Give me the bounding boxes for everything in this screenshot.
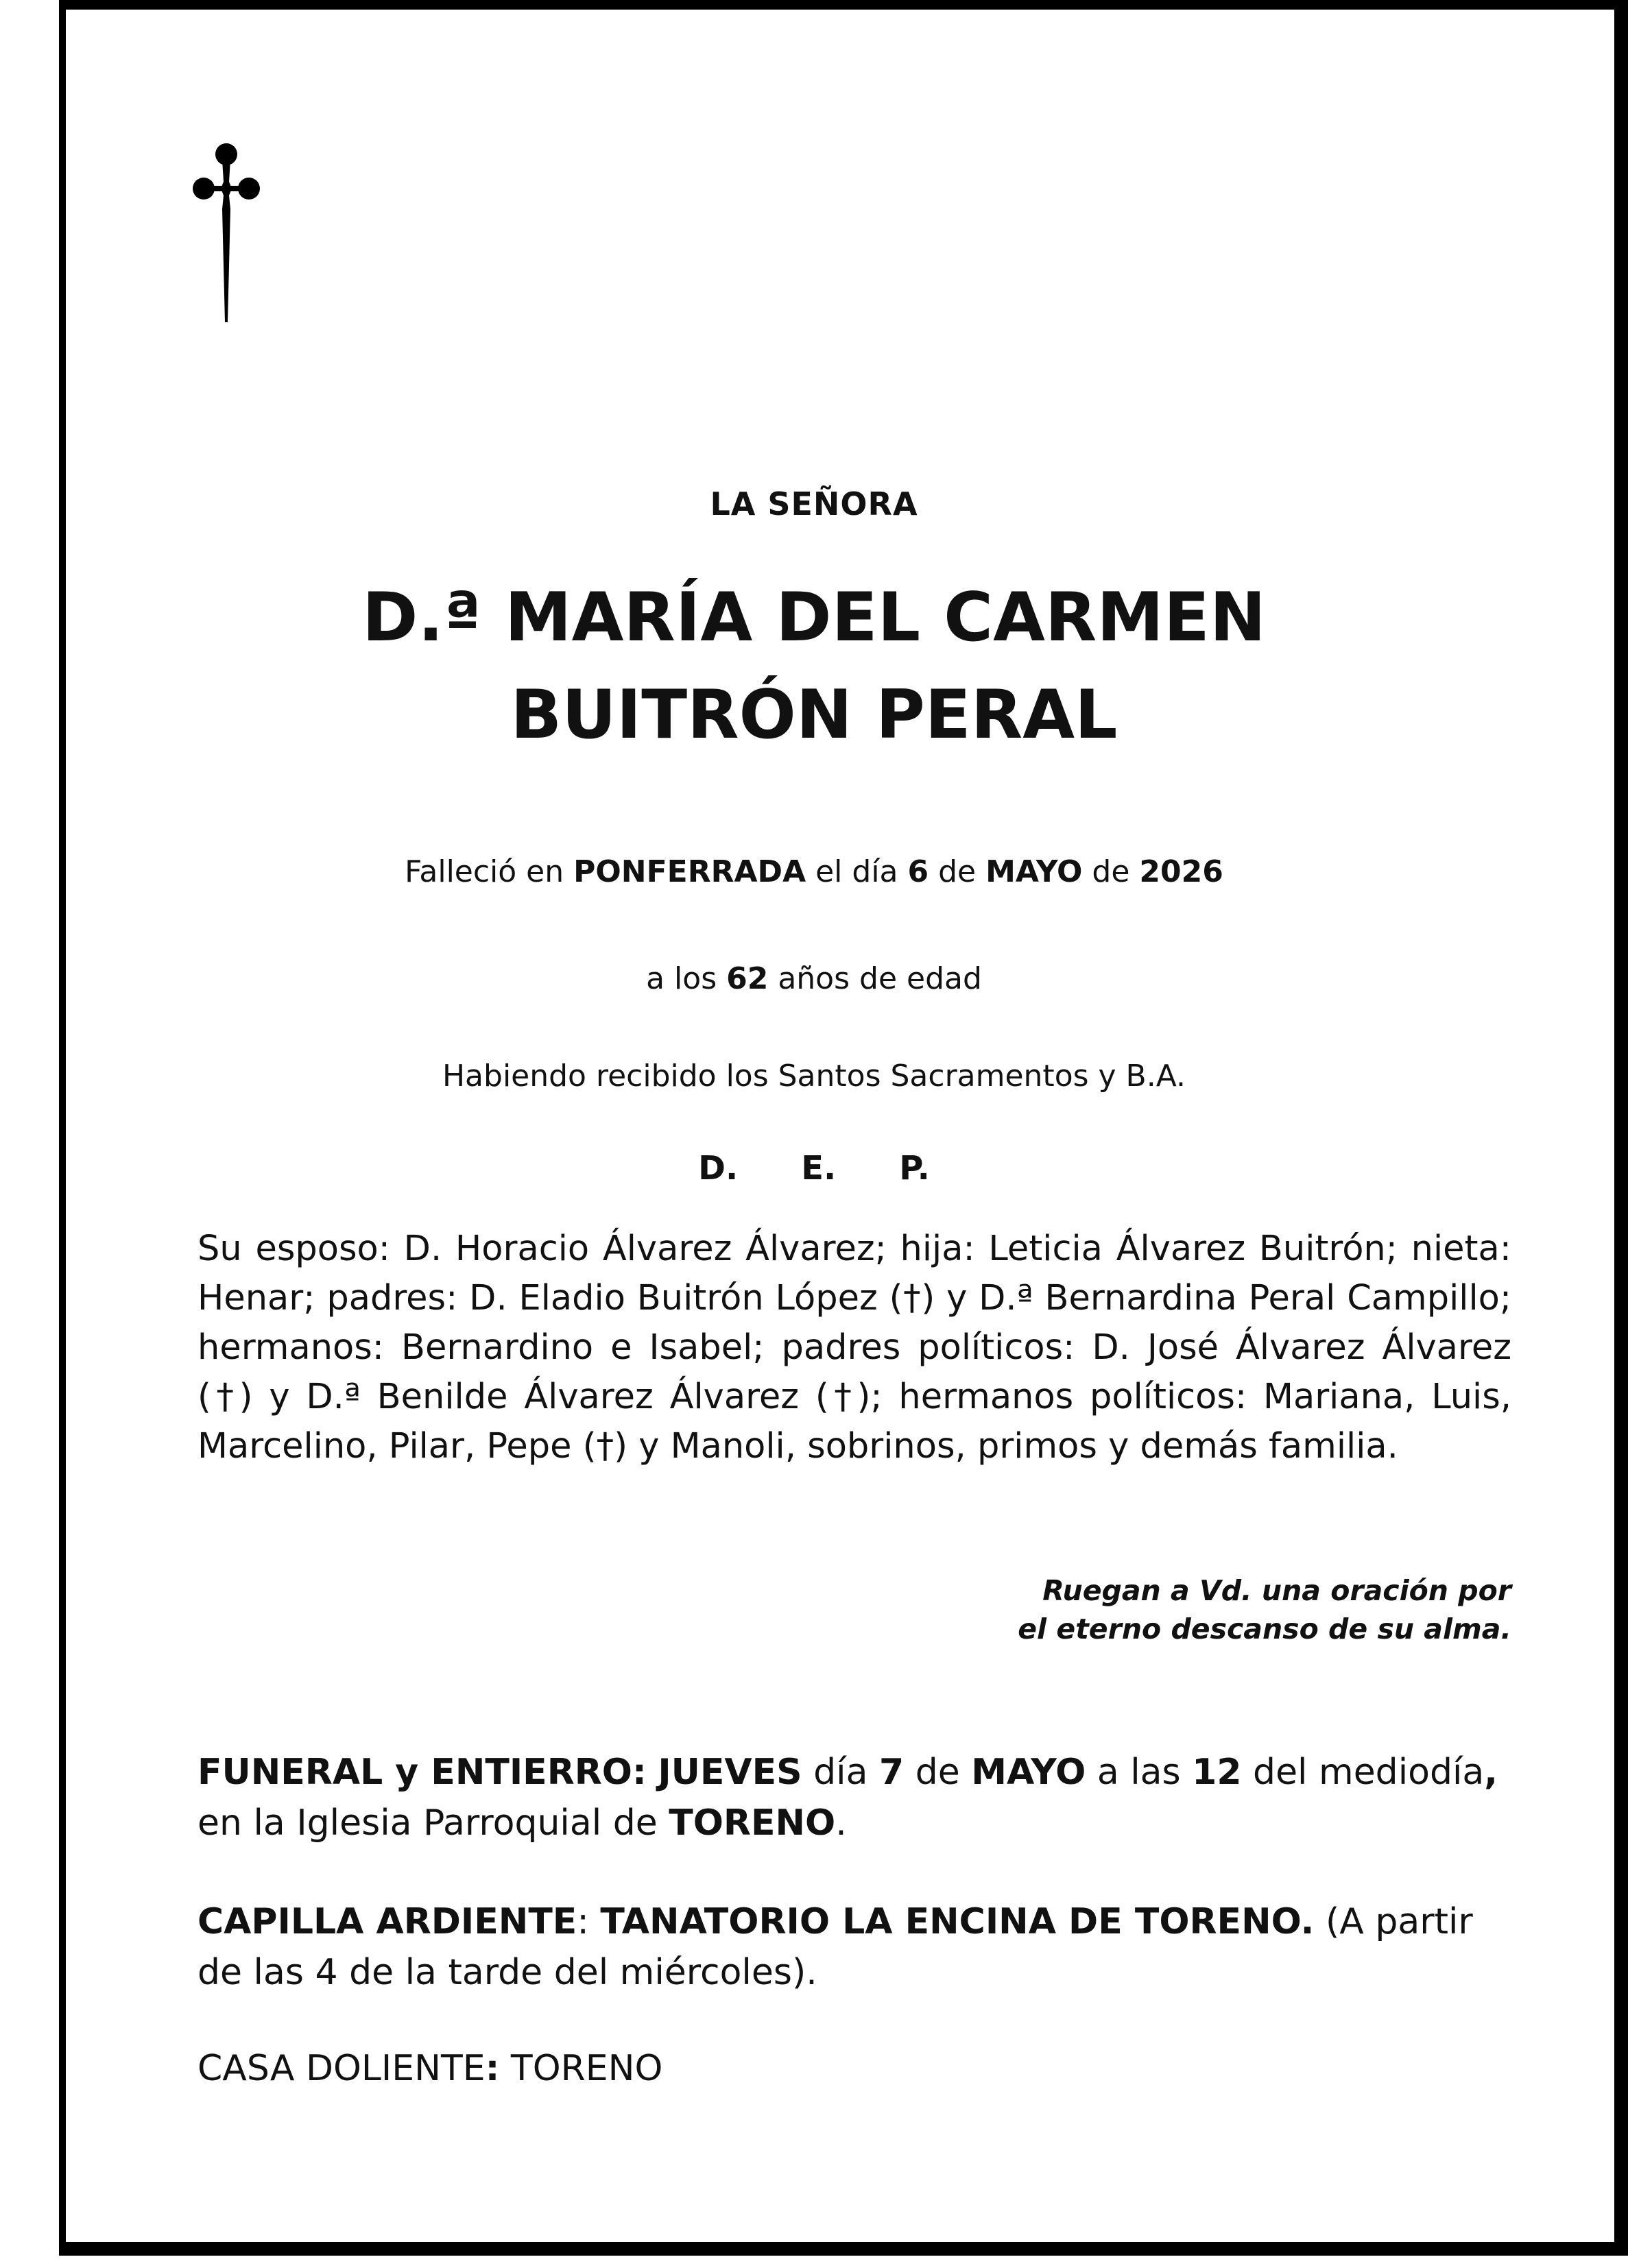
funeral-month: MAYO bbox=[971, 1752, 1086, 1793]
funeral-text: a las bbox=[1086, 1752, 1193, 1793]
prayer-note bbox=[894, 1571, 1511, 1648]
cross-icon bbox=[192, 141, 261, 333]
age-text: a los bbox=[646, 961, 727, 996]
funeral-text: de bbox=[904, 1752, 972, 1793]
casa-info bbox=[197, 2043, 1514, 2094]
sacraments-line: Habiendo recibido los Santos Sacramentos y B.A. bbox=[442, 1059, 1186, 1094]
death-text: de bbox=[1082, 854, 1140, 889]
death-place: PONFERRADA bbox=[573, 854, 806, 889]
casa-place: TORENO bbox=[499, 2048, 663, 2089]
name-line-2: BUITRÓN PERAL bbox=[510, 676, 1118, 754]
casa-colon: : bbox=[485, 2048, 500, 2089]
funeral-text: en la Iglesia Parroquial de bbox=[197, 1802, 669, 1844]
chapel-note: (A partir de las 4 de la tarde del miércoles). bbox=[197, 1901, 1473, 1993]
name-line-1: D.ª MARÍA DEL CARMEN bbox=[362, 579, 1266, 657]
chapel-colon: : bbox=[577, 1901, 589, 1942]
deceased-name bbox=[0, 569, 1628, 764]
funeral-text: día bbox=[802, 1752, 880, 1793]
funeral-label: FUNERAL y ENTIERRO: bbox=[197, 1752, 647, 1793]
dep-line bbox=[0, 1149, 1628, 1187]
funeral-hour: 12 bbox=[1192, 1752, 1242, 1793]
age-years: 62 bbox=[726, 961, 769, 996]
funeral-end: . bbox=[835, 1802, 847, 1844]
death-year: 2026 bbox=[1139, 854, 1223, 889]
age-text: años de edad bbox=[768, 961, 982, 996]
dep-letter: P. bbox=[899, 1149, 930, 1187]
family-paragraph: Su esposo: D. Horacio Álvarez Álvarez; hija: Leticia Álvarez Buitrón; nieta: Henar; padres: D. Eladio Buitrón López (†) y D.ª Bernardina Peral Campillo; hermanos: Bernardino e Isabel; padres políticos: D. José Álvarez Álvarez (†) y D.ª Benilde Álvarez Álvarez (†); hermanos políticos: Mariana, Luis, Marcelino, Pilar, Pepe (†) y Manoli, sobrinos, primos y demás familia. bbox=[197, 1229, 1511, 1467]
chapel-place: TANATORIO LA ENCINA DE TORENO. bbox=[600, 1901, 1315, 1942]
dep-letter: E. bbox=[801, 1149, 837, 1187]
funeral-comma: , bbox=[1484, 1752, 1498, 1793]
death-info bbox=[0, 853, 1628, 891]
dep-letter: D. bbox=[698, 1149, 739, 1187]
casa-label: CASA DOLIENTE bbox=[197, 2048, 486, 2089]
funeral-day: 7 bbox=[879, 1752, 905, 1793]
funeral-text: del mediodía bbox=[1241, 1752, 1485, 1793]
death-day: 6 bbox=[907, 854, 929, 889]
death-text: de bbox=[929, 854, 986, 889]
death-text: Falleció en bbox=[405, 854, 574, 889]
funeral-place: TORENO bbox=[669, 1802, 836, 1844]
funeral-weekday: JUEVES bbox=[658, 1752, 802, 1793]
death-text: el día bbox=[806, 854, 908, 889]
intro-title: LA SEÑORA bbox=[710, 485, 918, 522]
death-month: MAYO bbox=[985, 854, 1083, 889]
funeral-info bbox=[197, 1747, 1514, 1848]
age-info bbox=[0, 960, 1628, 998]
chapel-info bbox=[197, 1896, 1514, 1998]
chapel-label: CAPILLA ARDIENTE bbox=[197, 1901, 577, 1942]
prayer-line-1: Ruegan a Vd. una oración por bbox=[1042, 1574, 1511, 1607]
prayer-line-2: el eterno descanso de su alma. bbox=[1018, 1613, 1511, 1645]
